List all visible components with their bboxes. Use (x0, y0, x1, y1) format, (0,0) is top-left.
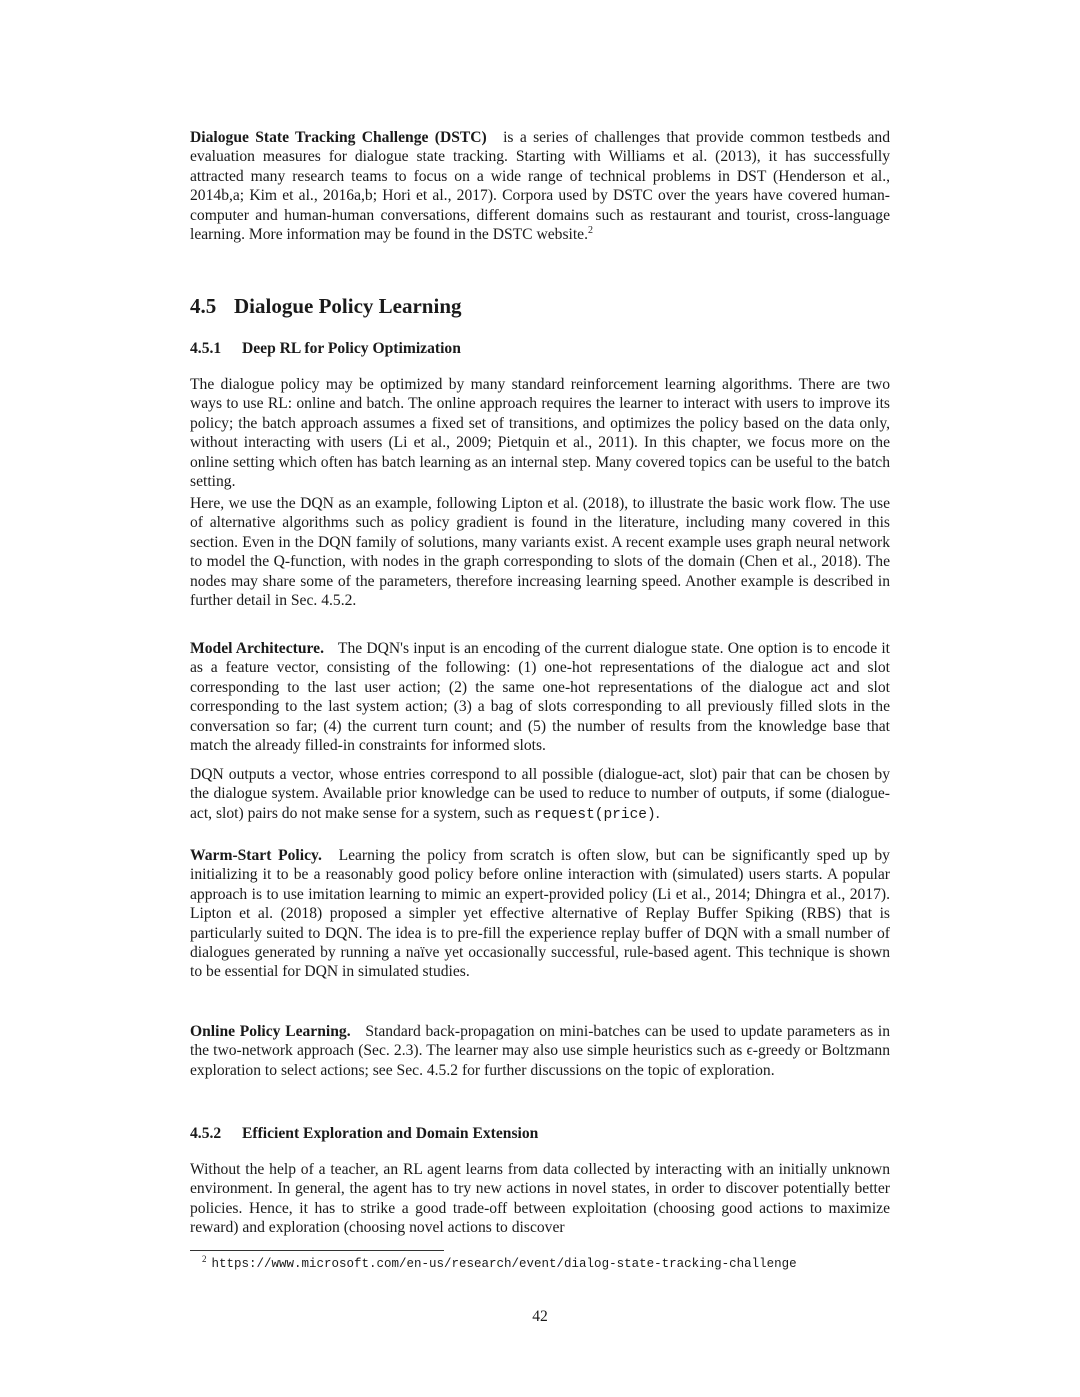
footnote-number: 2 (202, 1253, 207, 1264)
online-policy-runin: Online Policy Learning. (190, 1023, 351, 1040)
dqn-outputs-text: DQN outputs a vector, whose entries correspond to all possible (dialogue-act, slot) pair that can be chosen by the dialogue system. Available prior knowledge can be used to reduce to number of outputs, if some (dialogue-act, slot) pairs do not make sense for a system, such as (190, 766, 890, 822)
section-number: 4.5 (190, 294, 217, 318)
inline-code: request(price) (533, 806, 656, 823)
warm-start-runin: Warm-Start Policy. (190, 847, 322, 864)
dqn-outputs-paragraph (190, 765, 890, 825)
footnote-url[interactable]: https://www.microsoft.com/en-us/research/event/dialog-state-tracking-challenge (211, 1257, 797, 1271)
paragraph-text: Here, we use the DQN as an example, following Lipton et al. (2018), to illustrate the basic work flow. The use of alternative algorithms such as policy gradient is found in the literature, including many covered in this section. Even in the DQN family of solutions, many variants exist. A recent example uses graph neural network to model the Q-function, with nodes in the graph corresponding to slots of the domain (Chen et al., 2018). The nodes may share some of the parameters, therefore increasing learning speed. Another example is described in further detail in Sec. 4.5.2. (190, 495, 890, 610)
online-policy-paragraph (190, 1022, 890, 1080)
exploration-paragraph (190, 1160, 890, 1238)
subsection-heading-4-5-1 (190, 340, 461, 358)
subsection-heading-4-5-2 (190, 1125, 538, 1143)
subsection-title: Efficient Exploration and Domain Extension (242, 1125, 539, 1142)
section-heading (190, 294, 462, 319)
punctuation: . (655, 804, 660, 822)
dqn-example-paragraph (190, 494, 890, 610)
subsection-number: 4.5.1 (190, 340, 222, 357)
dstc-runin-heading: Dialogue State Tracking Challenge (DSTC) (190, 129, 487, 146)
footnote (202, 1253, 797, 1271)
paragraph-text: The dialogue policy may be optimized by many standard reinforcement learning algorithms. There are two ways to use RL: online and batch. The online approach requires the learner to interact with users to improve its policy; the batch approach assumes a fixed set of transitions, and optimizes the policy based on the data only, without interacting with users (Li et al., 2009; Pietquin et al., 2011). In this chapter, we focus more on the online setting which often has batch learning as an internal step. Many covered topics can be useful to the batch setting. (190, 376, 890, 491)
online-policy-text: Standard back-propagation on mini-batches can be used to update parameters as in the two-network approach (Sec. 2.3). The learner may also use simple heuristics such as ϵ-greedy or Boltzmann exploration to select actions; see Sec. 4.5.2 for further discussions on the topic of exploration. (190, 1023, 890, 1079)
paragraph-text: Without the help of a teacher, an RL agent learns from data collected by interacting with an initially unknown environment. In general, the agent has to try new actions in novel states, in order to discover potentially better policies. Hence, it has to strike a good trade-off between exploitation (choosing good actions to maximize reward) and exploration (choosing novel actions to discover (190, 1161, 890, 1237)
section-title: Dialogue Policy Learning (234, 294, 462, 318)
footnote-mark[interactable]: 2 (588, 224, 593, 236)
dstc-paragraph (190, 128, 890, 244)
warm-start-paragraph (190, 846, 890, 982)
warm-start-text: Learning the policy from scratch is often slow, but can be significantly sped up by initializing it to be a reasonably good policy before online interaction with (simulated) users starts. A popular approach is to use imitation learning to mimic an expert-provided policy (Li et al., 2014; Dhingra et al., 2017). Lipton et al. (2018) proposed a simpler yet effective alternative of Replay Buffer Spiking (RBS) that is particularly suited to DQN. The idea is to pre-fill the experience replay buffer of DQN with a small number of dialogues generated by running a naïve yet occasionally successful, rule-based agent. This technique is shown to be essential for DQN in simulated studies. (190, 847, 890, 981)
subsection-title: Deep RL for Policy Optimization (242, 340, 461, 357)
rl-intro-paragraph (190, 375, 890, 491)
subsection-number: 4.5.2 (190, 1125, 222, 1142)
model-architecture-text: The DQN's input is an encoding of the current dialogue state. One option is to encode it as a feature vector, consisting of the following: (1) one-hot representations of the dialogue act and slot corresponding to the last user action; (2) the same one-hot representations of the dialogue act and slot corresponding to the last system action; (3) a bag of slots corresponding to all previously filled slots in the conversation so far; (4) the current turn count; and (5) the number of results from the knowledge base that match the already filled-in constraints for informed slots. (190, 640, 890, 755)
model-architecture-runin: Model Architecture. (190, 640, 324, 657)
model-architecture-paragraph (190, 639, 890, 755)
dstc-text: is a series of challenges that provide common testbeds and evaluation measures for dialogue state tracking. Starting with Williams et al. (2013), it has successfully attracted many research teams to focus on a wide range of technical problems in DST (Henderson et al., 2014b,a; Kim et al., 2016a,b; Hori et al., 2017). Corpora used by DSTC over the years have covered human-computer and human-human conversations, different domains such as restaurant and tourist, cross-language learning. More information may be found in the DSTC website. (190, 129, 890, 244)
footnote-divider (190, 1250, 444, 1251)
page-number: 42 (532, 1308, 548, 1325)
